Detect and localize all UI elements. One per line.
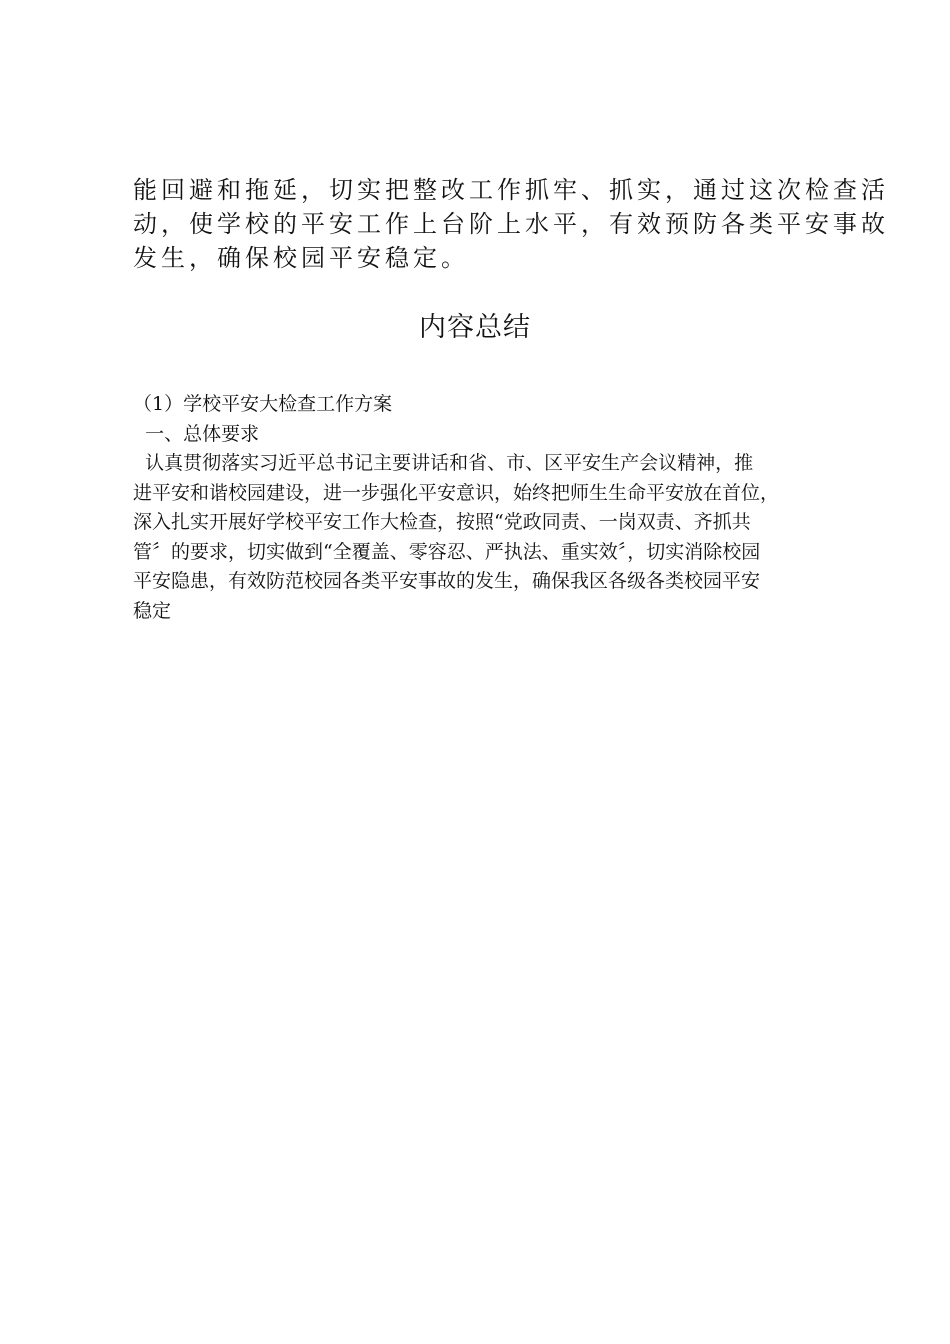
summary-line: 一、总体要求 — [133, 422, 260, 445]
summary-line: 进平安和谐校园建设，进一步强化平安意识，始终把师生生命平安放在首位， — [133, 481, 780, 504]
summary-body — [133, 390, 833, 626]
summary-line: 管〞的要求，切实做到“全覆盖、零容忍、严执法、重实效〞，切实消除校园 — [133, 540, 761, 563]
paragraph-line: 动，使学校的平安工作上台阶上水平，有效预防各类平安事故 — [133, 210, 889, 238]
summary-line: 稳定 — [133, 599, 172, 622]
summary-line: 认真贯彻落实习近平总书记主要讲话和省、市、区平安生产会议精神，推 — [133, 452, 754, 474]
paragraph-line: 能回避和拖延，切实把整改工作抓牢、抓实，通过这次检查活 — [133, 176, 889, 204]
summary-heading: 内容总结 — [419, 312, 531, 343]
paragraph-line: 发生，确保校园平安稳定。 — [133, 244, 469, 272]
continued-paragraph — [133, 173, 889, 275]
summary-line: 深入扎实开展好学校平安工作大检查，按照“党政同责、一岗双责、齐抓共 — [133, 511, 751, 533]
summary-line: （1）学校平安大检查工作方案 — [133, 393, 393, 415]
summary-line: 平安隐患，有效防范校园各类平安事故的发生，确保我区各级各类校园平安 — [133, 570, 761, 592]
